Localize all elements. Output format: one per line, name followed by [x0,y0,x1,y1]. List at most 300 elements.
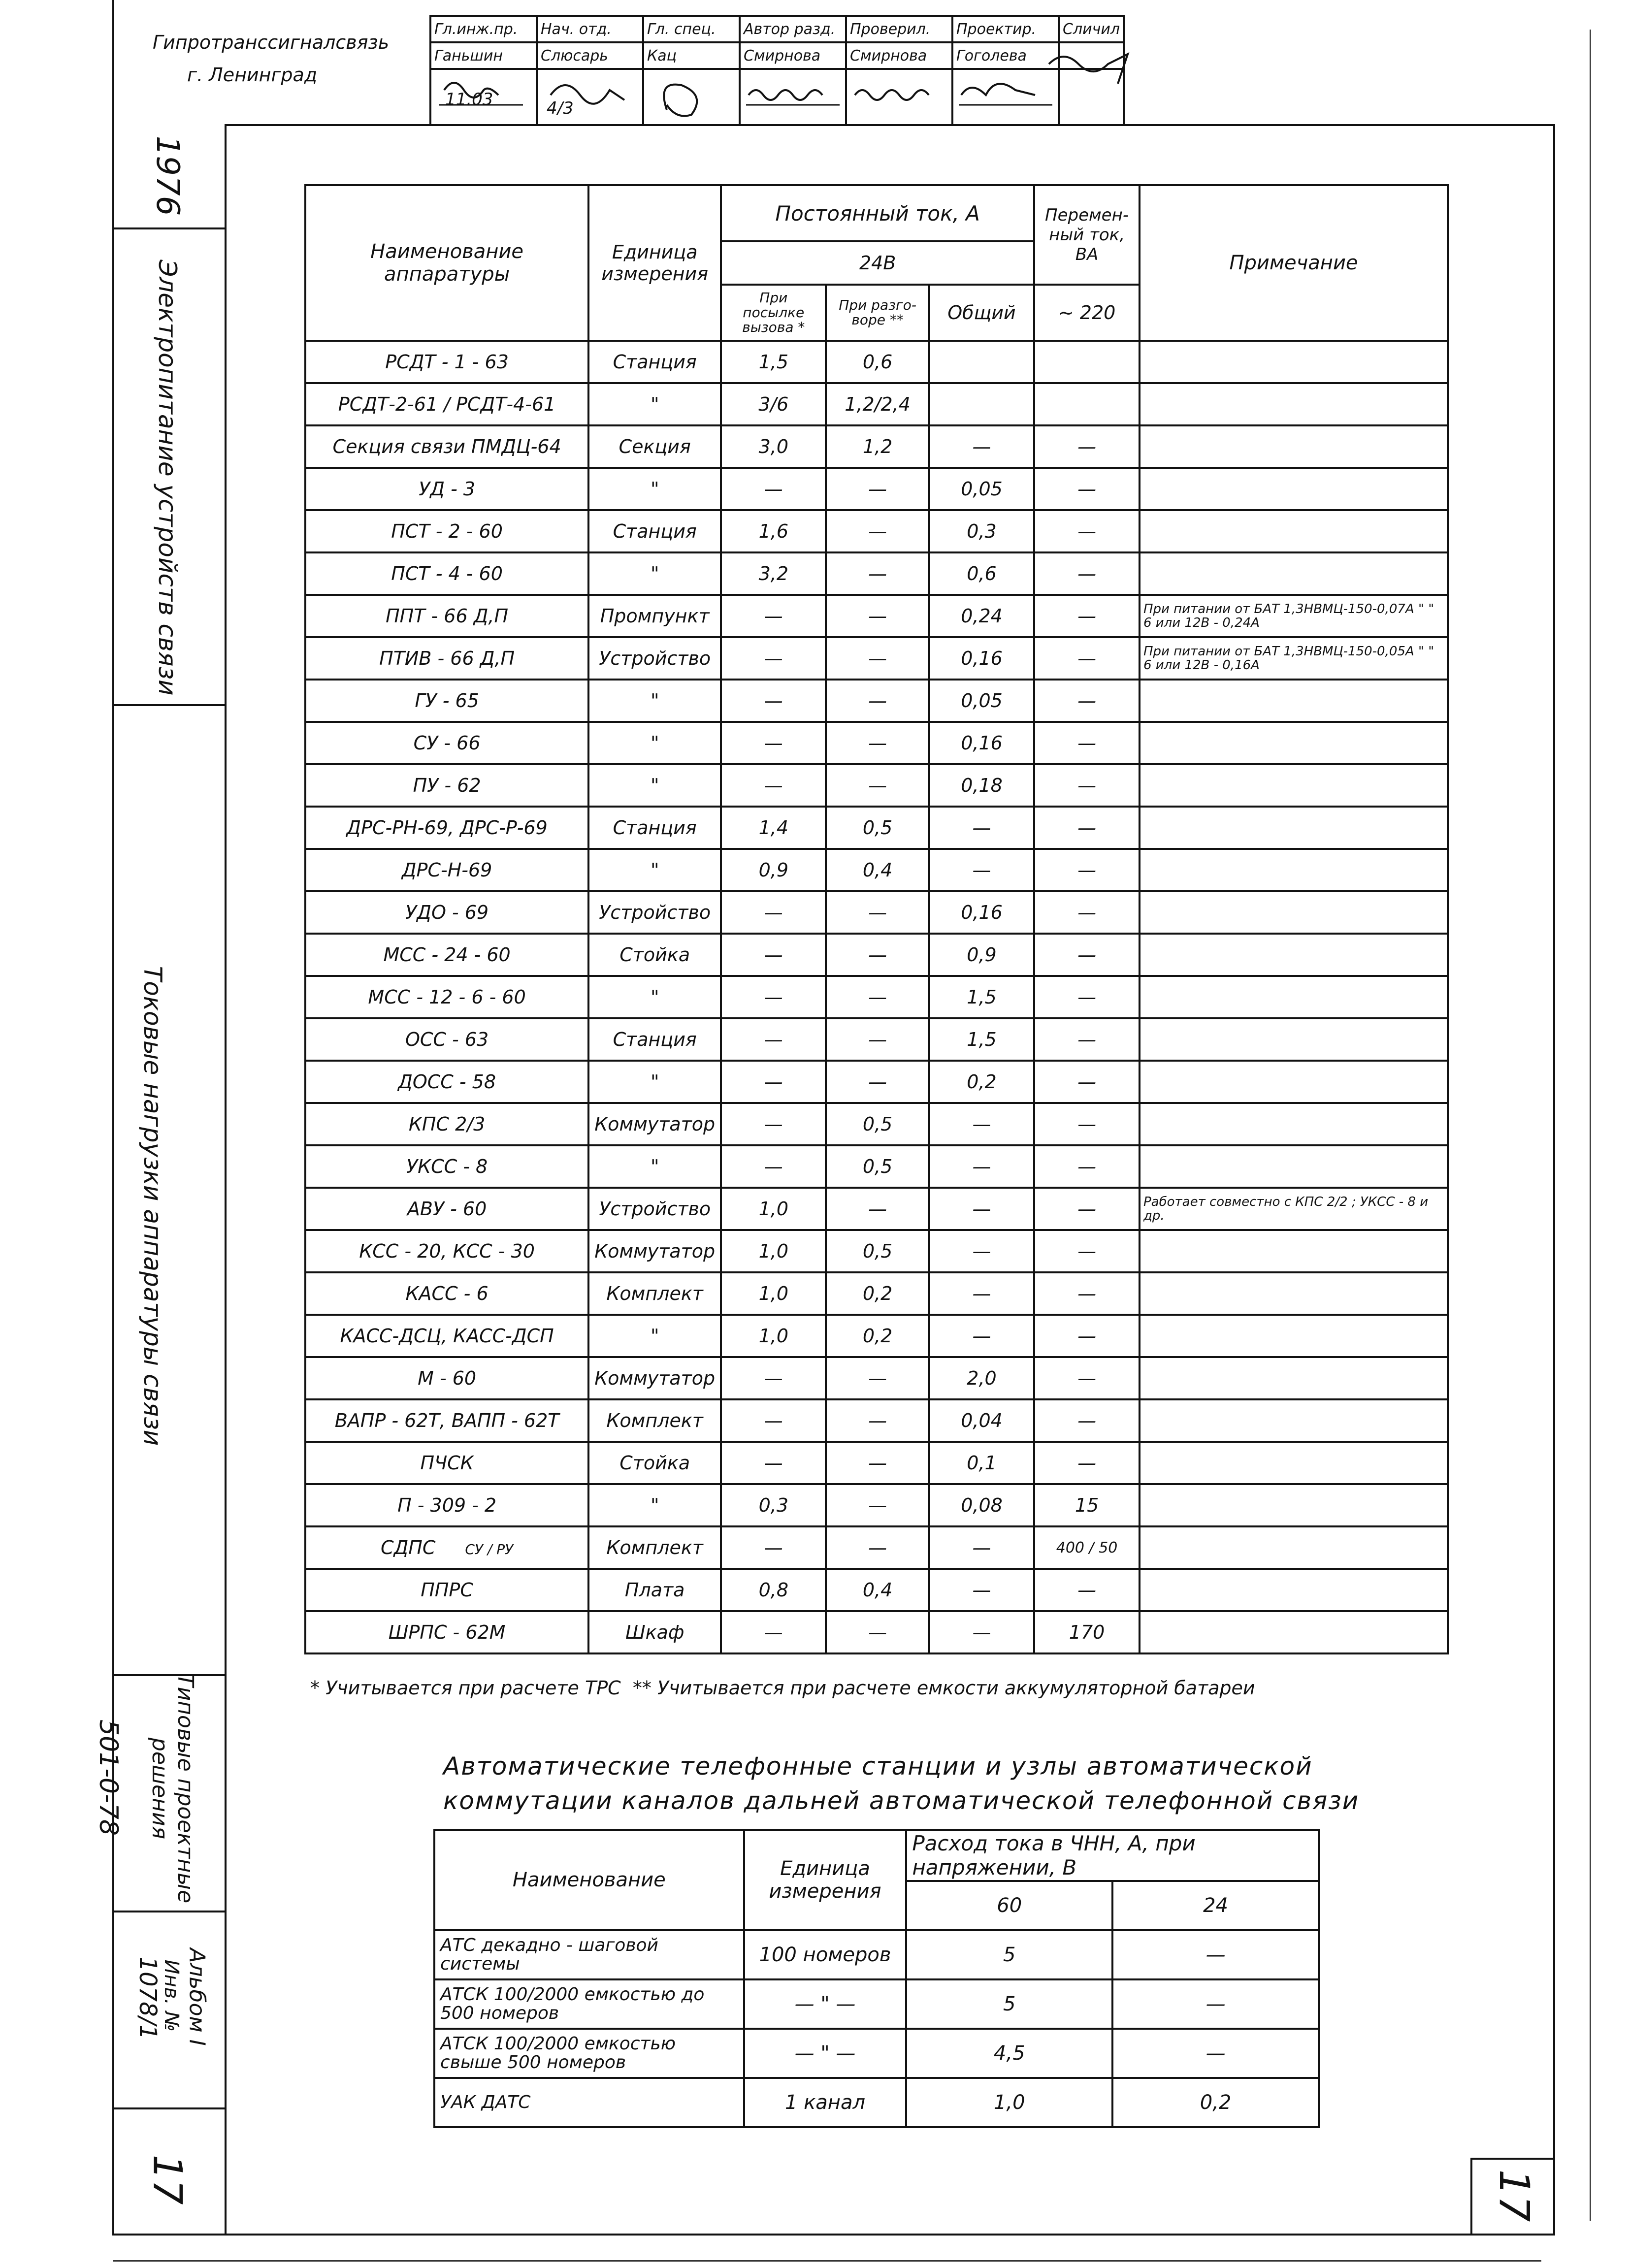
dc-total-cell-text: — [972,1283,991,1304]
note-cell [1140,849,1448,891]
ac-cell-text: — [1077,1367,1097,1389]
dc-talk-cell [826,680,929,722]
ac-cell-text: — [1077,859,1097,881]
ac-cell [1034,1103,1140,1145]
header-dc-total: Общий [929,285,1034,341]
dc-talk-cell-text: — [868,478,887,500]
dc-call-cell [721,891,826,934]
dc-call-cell-text: 1,4 [758,817,788,839]
unit-cell [588,510,721,552]
equipment-name-text: ПТИВ - 66 Д,П [379,648,515,669]
dc-call-cell-text: 3,0 [758,436,788,457]
sidebar-sheet-number: 17 [144,2154,191,2205]
dc-total-cell-text: 2,0 [967,1367,997,1389]
note-cell [1140,1145,1448,1188]
ac-cell [1034,383,1140,425]
note-cell [1140,1611,1448,1653]
dc-total-cell-text: 0,3 [967,520,997,542]
note-cell [1140,510,1448,552]
dc-call-cell-text: — [764,944,783,966]
dc-talk-cell-text: 0,2 [862,1325,893,1347]
dc-talk-cell-text: — [868,1367,887,1389]
dc-talk-cell-text: — [868,1621,887,1643]
page-number: 17 [1490,2169,1538,2222]
dc-talk-cell [826,1399,929,1442]
dc-talk-cell [826,1230,929,1272]
unit-cell-text: " [650,563,659,584]
table-row [305,680,1448,722]
equipment-name-text: ВАПР - 62Т, ВАПП - 62Т [334,1410,559,1431]
dc-call-cell [721,934,826,976]
main-table-body [305,341,1448,1653]
note-cell [1140,341,1448,383]
atc-unit-cell: — " — [744,2029,907,2078]
unit-cell [588,552,721,595]
equipment-name [305,637,588,680]
ac-cell-text: — [1077,1452,1097,1474]
dc-talk-cell-text: — [868,520,887,542]
unit-cell [588,722,721,764]
equipment-name-text: МСС - 24 - 60 [383,944,511,966]
atc-header-name: Наименование [434,1830,744,1930]
ac-cell [1034,1145,1140,1188]
dc-call-cell-text: — [764,1410,783,1431]
table-row [305,637,1448,680]
name-cell: Ганьшин [430,42,537,69]
equipment-name-text: КПС 2/3 [408,1113,486,1135]
dc-call-cell [721,722,826,764]
note-cell-text: При питании от БАТ 1,3НВМЦ-150-0,07А " " 6 или 12В - 0,24А [1143,602,1434,630]
dc-talk-cell-text: 0,5 [862,1240,893,1262]
unit-cell-text: " [650,393,659,415]
dc-total-cell-text: 0,1 [967,1452,997,1474]
equipment-name [305,1442,588,1484]
unit-cell-text: Коммутатор [594,1240,716,1262]
dc-talk-cell [826,510,929,552]
note-cell [1140,1103,1448,1145]
unit-cell [588,1145,721,1188]
dc-total-cell [929,1272,1034,1315]
atc-header-current: Расход тока в ЧНН, А, при напряжении, В [906,1830,1319,1881]
dc-call-cell [721,383,826,425]
dc-talk-cell [826,764,929,807]
equipment-name-text: ГУ - 65 [415,690,479,712]
note-cell [1140,1061,1448,1103]
equipment-name-text: МСС - 12 - 6 - 60 [368,986,526,1008]
atc-v24-cell: 0,2 [1112,2078,1319,2127]
ac-cell-text: — [1077,648,1097,669]
equipment-name [305,1272,588,1315]
note-cell [1140,1399,1448,1442]
dc-call-cell [721,1145,826,1188]
equipment-name-text: ОСС - 63 [405,1029,489,1050]
equipment-name [305,1188,588,1230]
unit-cell-text: Устройство [599,1198,711,1220]
dc-call-cell-text: 0,8 [758,1579,788,1601]
atc-v60-cell: 4,5 [906,2029,1112,2078]
dc-total-cell [929,1188,1034,1230]
dc-total-cell-text: 1,5 [967,1029,997,1050]
dc-call-cell [721,849,826,891]
dc-total-cell-text: — [972,1198,991,1220]
equipment-name [305,1357,588,1399]
dc-total-cell [929,1103,1034,1145]
ac-cell-text: — [1077,563,1097,584]
table-row [305,1569,1448,1611]
dc-total-cell [929,934,1034,976]
table-row [434,1930,1319,1979]
table-row [434,2078,1319,2127]
dc-call-cell-text: — [764,1156,783,1177]
note-cell-text: Работает совместно с КПС 2/2 ; УКСС - 8 и др. [1143,1195,1429,1223]
table-row [305,1526,1448,1569]
unit-cell-text: " [650,1494,659,1516]
dc-talk-cell [826,552,929,595]
unit-cell-text: Устройство [599,648,711,669]
unit-cell-text: " [650,1325,659,1347]
table-row [305,1272,1448,1315]
dc-call-cell [721,1357,826,1399]
atc-name-cell: АТСК 100/2000 емкостью свыше 500 номеров [434,2029,744,2078]
equipment-name [305,680,588,722]
approval-date-2: 4/3 [547,98,574,118]
dc-call-cell-text: — [764,986,783,1008]
note-cell [1140,1442,1448,1484]
unit-cell [588,637,721,680]
dc-talk-cell-text: — [868,1071,887,1093]
dc-talk-cell [826,891,929,934]
note-cell [1140,1569,1448,1611]
table-row [434,2029,1319,2078]
atc-v60-cell: 1,0 [906,2078,1112,2127]
unit-cell-text: " [650,732,659,754]
organization-city: г. Ленинград [187,64,318,86]
equipment-name [305,1569,588,1611]
sidebar-inv-number: 1078/1 [134,1956,162,2040]
role-cell: Гл.инж.пр. [430,16,537,42]
dc-talk-cell-text: — [868,690,887,712]
dc-talk-cell [826,383,929,425]
note-cell [1140,764,1448,807]
sidebar-inv-label: Инв. № [160,1959,183,2032]
ac-cell-text: — [1077,478,1097,500]
dc-total-cell [929,1018,1034,1061]
atc-v60-cell: 5 [906,1930,1112,1979]
sidebar-divider-3 [114,1911,225,1912]
unit-cell-text: Плата [624,1579,685,1601]
role-cell: Нач. отд. [537,16,643,42]
dc-call-cell-text: — [764,902,783,923]
dc-talk-cell-text: 0,5 [862,1113,893,1135]
ac-cell [1034,1061,1140,1103]
ac-cell [1034,1230,1140,1272]
dc-total-cell-text: — [972,436,991,457]
equipment-name [305,1145,588,1188]
signature-cell [643,69,740,125]
unit-cell-text: " [650,478,659,500]
unit-cell-text: Станция [613,351,697,373]
table-row [305,1145,1448,1188]
equipment-name-text: РСДТ-2-61 / РСДТ-4-61 [338,393,556,415]
table-row [305,510,1448,552]
note-cell [1140,425,1448,468]
dc-total-cell-text: — [972,1325,991,1347]
unit-cell-text: Станция [613,817,697,839]
dc-talk-cell-text: 0,2 [862,1283,893,1304]
header-ac: Перемен-ный ток, ВА [1034,185,1140,285]
note-cell-text: При питании от БАТ 1,3НВМЦ-150-0,05А " " 6 или 12В - 0,16А [1143,644,1434,673]
dc-total-cell [929,1399,1034,1442]
dc-call-cell-text: — [764,478,783,500]
atc-name-cell: АТСК 100/2000 емкостью до 500 номеров [434,1979,744,2029]
dc-total-cell [929,849,1034,891]
equipment-name-sub: СУ / РУ [465,1541,514,1557]
ac-cell [1034,1018,1140,1061]
ac-cell-text: — [1077,902,1097,923]
dc-talk-cell-text: 0,5 [862,1156,893,1177]
table-row [305,341,1448,383]
unit-cell [588,976,721,1018]
unit-cell-text: " [650,1071,659,1093]
equipment-name [305,1315,588,1357]
note-cell [1140,1188,1448,1230]
table-row [305,595,1448,637]
note-cell [1140,934,1448,976]
dc-call-cell [721,807,826,849]
dc-total-cell [929,637,1034,680]
table-row [305,1484,1448,1526]
unit-cell-text: " [650,859,659,881]
equipment-name-text: ШРПС - 62М [388,1621,506,1643]
equipment-name-text: ДОСС - 58 [398,1071,496,1093]
dc-talk-cell-text: 0,4 [862,859,893,881]
unit-cell-text: Комплект [606,1283,703,1304]
ac-cell-text: — [1077,1156,1097,1177]
role-cell: Автор разд. [740,16,846,42]
unit-cell [588,468,721,510]
dc-call-cell-text: 0,9 [758,859,788,881]
dc-total-cell [929,1526,1034,1569]
table-row [305,1103,1448,1145]
dc-call-cell [721,1399,826,1442]
table-row [305,722,1448,764]
dc-call-cell [721,425,826,468]
ac-cell [1034,1357,1140,1399]
dc-talk-cell [826,1061,929,1103]
unit-cell [588,1484,721,1526]
sidebar-divider-1 [114,704,225,706]
sidebar-year: 1976 [149,135,186,216]
note-cell [1140,1526,1448,1569]
dc-call-cell-text: 1,0 [758,1198,788,1220]
dc-call-cell-text: — [764,1029,783,1050]
note-cell [1140,1315,1448,1357]
equipment-name [305,510,588,552]
equipment-name [305,1061,588,1103]
dc-talk-cell-text: — [868,1410,887,1431]
dc-call-cell-text: — [764,1452,783,1474]
table-row [305,1230,1448,1272]
table-row [305,552,1448,595]
unit-cell-text: Комплект [606,1537,703,1558]
dc-call-cell-text: 1,0 [758,1283,788,1304]
sign-date: 11.03 [445,90,493,109]
dc-talk-cell-text: — [868,563,887,584]
signature-cell [740,69,846,125]
ac-cell [1034,1315,1140,1357]
note-cell [1140,637,1448,680]
unit-cell [588,1230,721,1272]
ac-cell-text: — [1077,1113,1097,1135]
dc-call-cell-text: 1,0 [758,1325,788,1347]
dc-total-cell-text: 1,5 [967,986,997,1008]
dc-talk-cell [826,1526,929,1569]
equipment-name [305,1103,588,1145]
ac-cell-text: 170 [1069,1621,1105,1643]
table-row [305,1188,1448,1230]
dc-call-cell-text: — [764,775,783,796]
equipment-name [305,849,588,891]
table-row [305,976,1448,1018]
equipment-name [305,722,588,764]
unit-cell-text: Станция [613,520,697,542]
dc-call-cell-text: 3/6 [758,393,789,415]
equipment-name-text: СДПС [381,1537,436,1558]
unit-cell-text: Стойка [619,1452,690,1474]
atc-unit-cell: 1 канал [744,2078,907,2127]
dc-talk-cell-text: 0,4 [862,1579,893,1601]
equipment-name-text: М - 60 [418,1367,477,1389]
role-cell: Проверил. [846,16,952,42]
dc-talk-cell [826,1188,929,1230]
unit-cell [588,383,721,425]
dc-total-cell [929,468,1034,510]
dc-call-cell [721,1061,826,1103]
dc-total-cell-text: 0,05 [961,690,1003,712]
dc-total-cell [929,425,1034,468]
role-cell: Гл. спец. [643,16,740,42]
dc-talk-cell-text: — [868,1029,887,1050]
dc-talk-cell-text: — [868,1494,887,1516]
equipment-name-text: П - 309 - 2 [397,1494,497,1516]
equipment-name [305,595,588,637]
ac-cell [1034,1272,1140,1315]
dc-talk-cell [826,341,929,383]
table-row [305,1611,1448,1653]
dc-talk-cell-text: — [868,944,887,966]
signature-image [956,70,1055,120]
sidebar-series-title: Типовые проектные решения [147,1673,198,1904]
unit-cell [588,1357,721,1399]
dc-total-cell-text: 0,16 [961,648,1003,669]
dc-talk-cell [826,425,929,468]
unit-cell [588,849,721,891]
sличил-signature [1044,39,1152,84]
atc-unit-cell: — " — [744,1979,907,2029]
dc-total-cell [929,1315,1034,1357]
equipment-name-text: Секция связи ПМДЦ-64 [332,436,561,457]
ac-cell [1034,595,1140,637]
equipment-name [305,1399,588,1442]
dc-call-cell-text: — [764,1071,783,1093]
atc-v24-cell: — [1112,2029,1319,2078]
table-row [305,1442,1448,1484]
dc-call-cell [721,764,826,807]
equipment-name-text: СУ - 66 [413,732,481,754]
note-cell [1140,1230,1448,1272]
equipment-name-text: ПСТ - 2 - 60 [391,520,503,542]
dc-call-cell [721,1526,826,1569]
equipment-name [305,1230,588,1272]
dc-total-cell [929,976,1034,1018]
dc-talk-cell [826,637,929,680]
dc-total-cell-text: — [972,1621,991,1643]
equipment-name [305,552,588,595]
unit-cell [588,1399,721,1442]
unit-cell-text: Коммутатор [594,1367,716,1389]
unit-cell [588,764,721,807]
table-row [305,1315,1448,1357]
dc-call-cell [721,1315,826,1357]
ac-cell-text: 400 / 50 [1056,1539,1118,1556]
dc-total-cell [929,552,1034,595]
dc-talk-cell-text: — [868,648,887,669]
dc-total-cell [929,1442,1034,1484]
name-cell: Гоголева [952,42,1059,69]
equipment-name-text: ПЧСК [420,1452,474,1474]
equipment-name [305,764,588,807]
dc-total-cell-text: — [972,859,991,881]
ac-cell [1034,1442,1140,1484]
ac-cell [1034,1188,1140,1230]
table-row [305,934,1448,976]
note-cell [1140,891,1448,934]
right-edge-rule [1590,30,1591,2221]
ac-cell-text: — [1077,817,1097,839]
dc-call-cell-text: 3,2 [758,563,788,584]
dc-total-cell [929,1230,1034,1272]
page-bottom-rule [113,2260,1541,2262]
table-row [305,764,1448,807]
header-name: Наименование аппаратуры [305,185,588,341]
unit-cell [588,1526,721,1569]
dc-call-cell [721,1442,826,1484]
dc-talk-cell [826,1569,929,1611]
dc-call-cell-text: — [764,1113,783,1135]
dc-talk-cell-text: 0,6 [862,351,893,373]
main-table-footnote: * Учитывается при расчете ТРС ** Учитывается при расчете емкости аккумуляторной батареи [310,1677,1255,1699]
note-cell [1140,807,1448,849]
equipment-name-text: РСДТ - 1 - 63 [385,351,509,373]
signature-image [850,70,948,120]
note-cell [1140,595,1448,637]
dc-talk-cell [826,1103,929,1145]
equipment-name-text: ППТ - 66 Д,П [386,605,509,627]
header-note: Примечание [1140,185,1448,341]
role-cell: Проектир. [952,16,1059,42]
unit-cell [588,1569,721,1611]
dc-call-cell [721,1103,826,1145]
unit-cell [588,934,721,976]
dc-total-cell [929,341,1034,383]
dc-talk-cell-text: 1,2/2,4 [845,393,911,415]
ac-cell [1034,722,1140,764]
ac-cell [1034,849,1140,891]
table-row [305,1357,1448,1399]
atc-title-line1: Автоматические телефонные станции и узлы автоматической [443,1752,1313,1781]
dc-call-cell-text: 0,3 [758,1494,788,1516]
table-row [305,383,1448,425]
